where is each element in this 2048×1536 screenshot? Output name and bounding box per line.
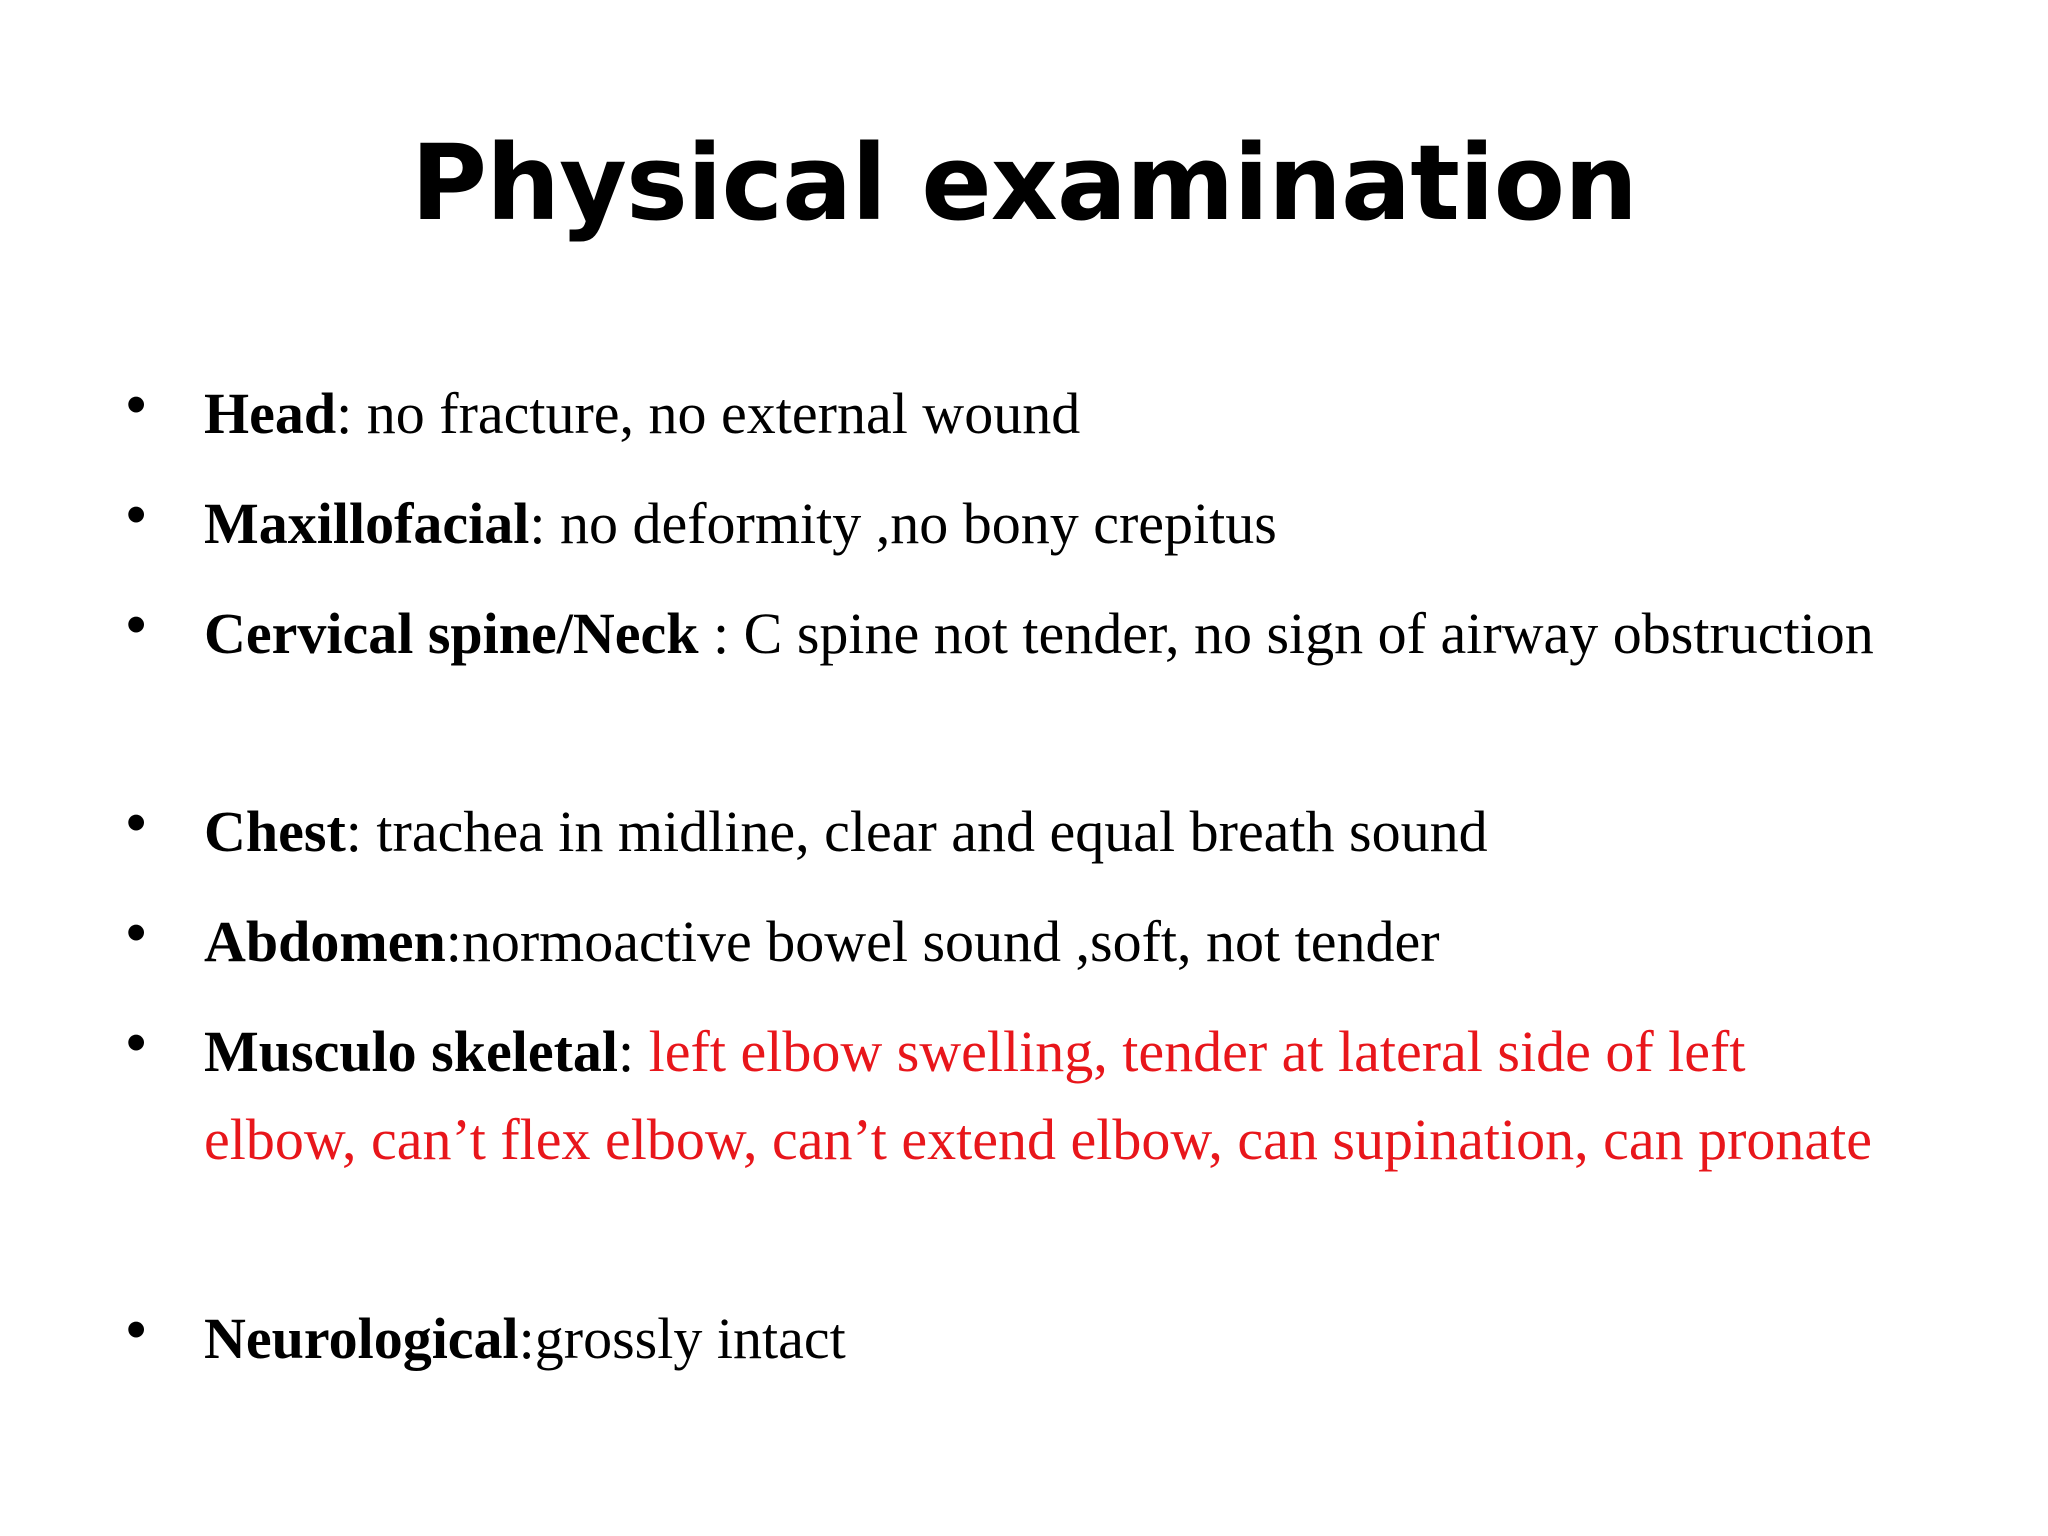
list-item-neurological bbox=[126, 1295, 1884, 1383]
list-item-chest bbox=[126, 788, 1884, 876]
slide-title: Physical examination bbox=[410, 122, 1638, 244]
item-separator: : bbox=[445, 909, 462, 974]
item-separator: : bbox=[698, 601, 744, 666]
item-text: no fracture, no external wound bbox=[366, 381, 1081, 446]
bullet-icon: • bbox=[126, 1297, 147, 1362]
list-item-head bbox=[126, 370, 1884, 458]
bullet-icon: • bbox=[126, 790, 147, 855]
item-label: Cervical spine/Neck bbox=[204, 601, 699, 666]
bullet-icon: • bbox=[126, 482, 147, 547]
item-separator: : bbox=[336, 381, 367, 446]
bullet-icon: • bbox=[126, 900, 147, 965]
item-text-highlighted: left elbow swelling, tender at lateral side of left elbow, can’t flex elbow, can’t extend elbow, can supination, can pronate bbox=[204, 1019, 1872, 1172]
item-separator: : bbox=[529, 491, 560, 556]
list-item-musculoskeletal bbox=[126, 1008, 1884, 1184]
item-text: no deformity ,no bony crepitus bbox=[560, 491, 1277, 556]
item-text: grossly intact bbox=[534, 1306, 846, 1371]
item-text: C spine not tender, no sign of airway obstruction bbox=[743, 601, 1874, 666]
item-label: Maxillofacial bbox=[204, 491, 530, 556]
list-item-maxillofacial bbox=[126, 480, 1884, 568]
item-label: Chest bbox=[204, 799, 346, 864]
list-item-abdomen bbox=[126, 898, 1884, 986]
item-text: normoactive bowel sound ,soft, not tender bbox=[461, 909, 1440, 974]
item-label: Neurological bbox=[204, 1306, 519, 1371]
item-text: trachea in midline, clear and equal breath sound bbox=[376, 799, 1488, 864]
item-label: Abdomen bbox=[204, 909, 446, 974]
bullet-icon: • bbox=[126, 372, 147, 437]
item-separator: : bbox=[618, 1019, 649, 1084]
bullet-icon: • bbox=[126, 592, 147, 657]
bullet-icon: • bbox=[126, 1010, 147, 1075]
item-label: Musculo skeletal bbox=[204, 1019, 619, 1084]
item-label: Head bbox=[204, 381, 337, 446]
item-separator: : bbox=[518, 1306, 535, 1371]
item-separator: : bbox=[345, 799, 377, 864]
list-item-cervical-spine bbox=[126, 590, 1884, 678]
